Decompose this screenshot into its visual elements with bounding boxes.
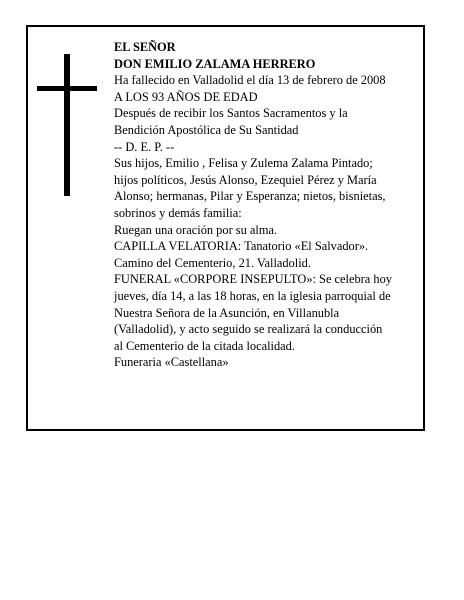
sacraments-line-2: Bendición Apostólica de Su Santidad [114, 122, 299, 137]
prayer-line: Ruegan una oración por su alma. [114, 222, 278, 237]
deceased-name: DON EMILIO ZALAMA HERRERO [114, 56, 316, 71]
funeral-line-2: jueves, día 14, a las 18 horas, en la iglesia parroquial de [114, 288, 391, 303]
age-line: A LOS 93 AÑOS DE EDAD [114, 89, 258, 104]
chapel-line-1: CAPILLA VELATORIA: Tanatorio «El Salvador». [114, 239, 369, 254]
obituary-text [114, 39, 420, 371]
rip-line: -- D. E. P. -- [114, 139, 175, 154]
heading-title: EL SEÑOR [114, 40, 176, 54]
family-line-2: hijos políticos, Jesús Alonso, Ezequiel Pérez y María [114, 172, 377, 187]
family-line-3: Alonso; hermanas, Pilar y Esperanza; nietos, bisnietas, [114, 189, 386, 204]
funeral-home-line: Funeraria «Castellana» [114, 355, 229, 370]
latin-cross-icon [37, 54, 97, 196]
chapel-line-2: Camino del Cementerio, 21. Valladolid. [114, 255, 311, 270]
family-line-1: Sus hijos, Emilio , Felisa y Zulema Zalama Pintado; [114, 156, 373, 171]
funeral-line-4: (Valladolid), y acto seguido se realizará la conducción [114, 322, 383, 337]
funeral-line-5: al Cementerio de la citada localidad. [114, 338, 295, 353]
funeral-line-1: FUNERAL «CORPORE INSEPULTO»: Se celebra hoy [114, 272, 392, 287]
family-line-4: sobrinos y demás familia: [114, 205, 242, 220]
sacraments-line-1: Después de recibir los Santos Sacramentos y la [114, 106, 348, 121]
funeral-line-3: Nuestra Señora de la Asunción, en Villanubla [114, 305, 340, 320]
death-date-line: Ha fallecido en Valladolid el día 13 de febrero de 2008 [114, 73, 386, 88]
cross-vertical-bar [64, 54, 70, 196]
cross-horizontal-bar [37, 86, 97, 91]
